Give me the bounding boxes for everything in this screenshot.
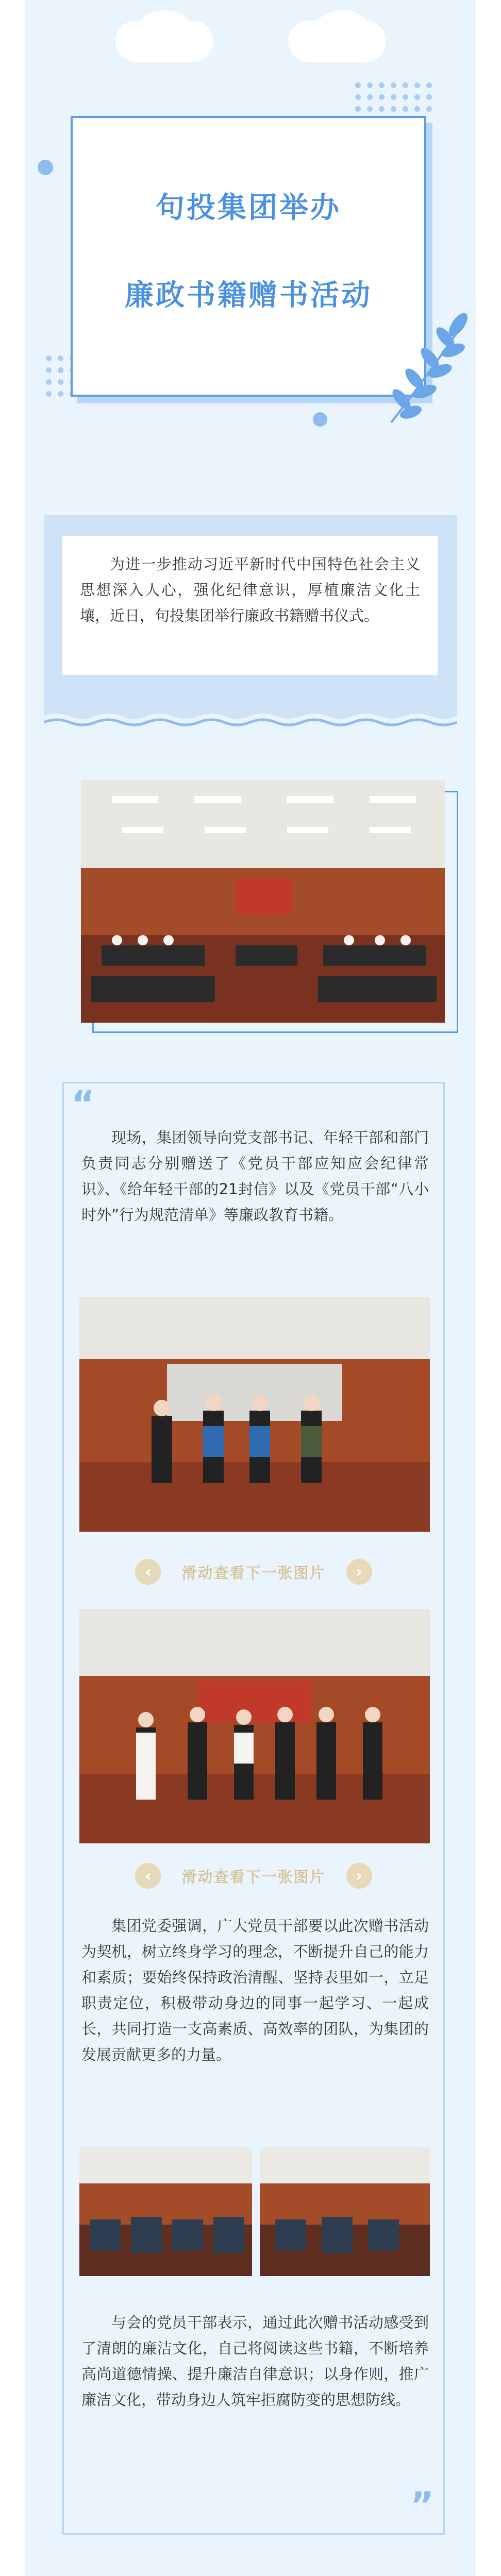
quote-open-icon: “ (71, 1083, 95, 1125)
cloud-decoration (314, 10, 371, 52)
content-card (62, 1082, 445, 2535)
quote-close-icon: ” (410, 2484, 434, 2527)
wave-divider (44, 711, 457, 732)
slide-hint-2[interactable] (64, 1860, 443, 1891)
dot-grid-decoration (355, 82, 432, 112)
audience-photo-right (260, 2147, 430, 2276)
circle-decoration (313, 412, 327, 427)
circle-decoration (38, 160, 53, 175)
body-paragraph-1: 现场，集团领导向党支部书记、年轻干部和部门负责同志分别赠送了《党员干部应知应会纪律常识》、《给年轻干部的21封信》以及《党员干部“八小时外”行为规范清单》等廉政教育书籍。 (81, 1129, 429, 1224)
article-page (25, 0, 476, 2576)
leaf-branch-icon (381, 309, 474, 428)
next-arrow-icon[interactable]: › (346, 1863, 372, 1889)
page-title-line-2: 廉政书籍赠书活动 (125, 279, 372, 312)
book-gift-photo-2 (79, 1609, 430, 1843)
intro-text: 为进一步推动习近平新时代中国特色社会主义思想深入人心，强化纪律意识，厚植廉洁文化土壤，近日，句投集团举行廉政书籍赠书仪式。 (80, 555, 420, 624)
prev-arrow-icon[interactable]: ‹ (135, 1863, 161, 1889)
book-gift-photo-1 (79, 1297, 430, 1532)
meeting-hall-photo (81, 781, 445, 1023)
prev-arrow-icon[interactable]: ‹ (135, 1559, 161, 1585)
intro-box (62, 536, 438, 675)
slide-hint-text: 滑动查看下一张图片 (181, 1564, 326, 1582)
next-arrow-icon[interactable]: › (346, 1559, 372, 1585)
body-paragraph-3: 与会的党员干部表示，通过此次赠书活动感受到了清朗的廉洁文化，自己将阅读这些书籍，不断培养高尚道德情操、提升廉洁自律意识；以身作则，推广廉洁文化，带动身边人筑牢拒腐防变的思想防线。 (81, 2314, 429, 2409)
cloud-decoration (136, 10, 193, 52)
slide-hint-text: 滑动查看下一张图片 (181, 1868, 326, 1886)
audience-photo-left (79, 2147, 252, 2276)
page-title-line-1: 句投集团举办 (156, 191, 341, 225)
body-paragraph-2: 集团党委强调，广大党员干部要以此次赠书活动为契机，树立终身学习的理念，不断提升自己的能力和素质；要始终保持政治清醒、坚持表里如一，立足职责定位，积极带动身边的同事一起学习、一起成长，共同打造一支高素质、高效率的团队，为集团的发展贡献更多的力量。 (81, 1917, 429, 2063)
title-box (71, 116, 426, 397)
slide-hint-1[interactable] (64, 1556, 443, 1587)
